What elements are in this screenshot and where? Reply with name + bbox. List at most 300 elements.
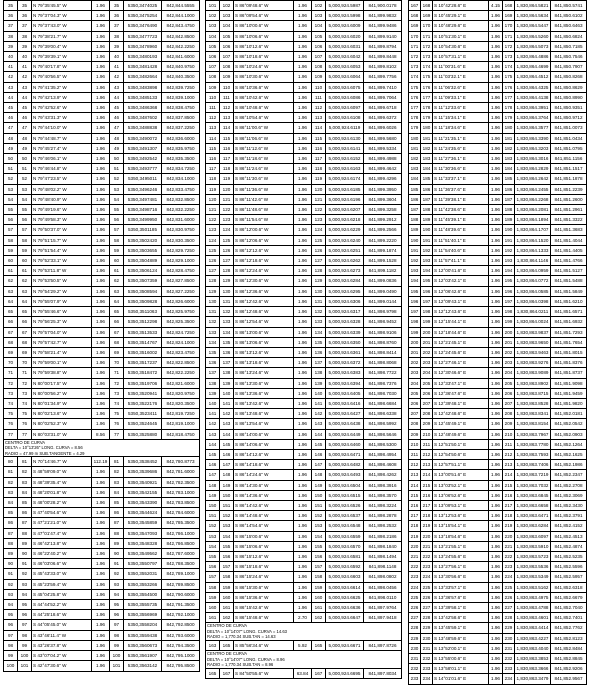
cell-vertice: 219: [503, 521, 515, 531]
cell-coord-x: 842,822.2250: [162, 368, 200, 378]
cell-est: 41: [4, 62, 18, 72]
cell-coord-y: 1,830,863.5536: [515, 562, 551, 572]
cell-est: 183: [409, 164, 421, 174]
cell-pv: 153: [220, 521, 234, 531]
cell-coord-y: 5350,3523411: [124, 409, 162, 419]
cell-distancia: 1.96: [294, 521, 312, 531]
cell-pv: 213: [421, 460, 433, 470]
cell-coord-x: 841,898.6338: [364, 409, 402, 419]
cell-distancia: 1.96: [92, 419, 110, 429]
table-row: [206, 327, 402, 337]
cell-rumbo: S 46°22'40.2" W: [32, 549, 92, 559]
cell-distancia: 1.96: [92, 467, 110, 477]
table-row: [206, 296, 402, 306]
cell-rumbo: S 42°47'30.6" W: [32, 661, 92, 671]
cell-distancia: 1.96: [294, 378, 312, 388]
cell-pv: 90: [18, 549, 32, 559]
cell-coord-y: 5350,3501185: [124, 225, 162, 235]
table-row: [409, 643, 587, 653]
cell-vertice: 152: [312, 511, 326, 521]
cell-vertice: 127: [312, 256, 326, 266]
cell-coord-x: 841,898.1494: [364, 551, 402, 561]
cell-coord-y: 5350,3493777: [124, 164, 162, 174]
cell-coord-x: 842,830.9750: [162, 225, 200, 235]
cell-distancia: 1.96: [489, 82, 503, 92]
cell-coord-y: 5350,3485133: [124, 92, 162, 102]
cell-coord-x: 841,852.5957: [551, 572, 587, 582]
cell-coord-x: 841,852.1986: [551, 460, 587, 470]
cell-coord-x: 842,795.8500: [162, 661, 200, 671]
cell-distancia: 1.96: [489, 296, 503, 306]
table-row: [4, 358, 200, 368]
cell-est: 35: [4, 1, 18, 11]
cell-coord-y: 5,000,924.6009: [326, 21, 364, 31]
cell-rumbo: S 12°15'44.1" E: [433, 317, 489, 327]
cell-est: 228: [409, 623, 421, 633]
cell-vertice: 201: [503, 337, 515, 347]
cell-rumbo: N 79°38'21.7" W: [32, 31, 92, 41]
cell-rumbo: S 10°51'30.1" E: [433, 31, 489, 41]
cell-coord-y: 5350,3476490: [124, 21, 162, 31]
coordinate-table: [408, 0, 587, 685]
cell-pv: 214: [421, 470, 433, 480]
cell-coord-x: 842,825.3500: [162, 317, 200, 327]
cell-coord-x: 841,851.4405: [551, 245, 587, 255]
table-row: [4, 72, 200, 82]
cell-coord-x: 841,851.5849: [551, 286, 587, 296]
cell-coord-y: 5350,3514767: [124, 337, 162, 347]
cell-coord-y: 5350,3492542: [124, 154, 162, 164]
table-row: [4, 538, 200, 548]
cell-coord-x: 841,852.4152: [551, 521, 587, 531]
cell-distancia: 1.96: [489, 103, 503, 113]
cell-distancia: 1.96: [489, 541, 503, 551]
cell-distancia: 1.96: [92, 409, 110, 419]
table-row: [4, 528, 200, 538]
cell-pv: 232: [421, 654, 433, 664]
cell-vertice: 202: [503, 347, 515, 357]
cell-vertice: 185: [503, 174, 515, 184]
cell-vertice: 194: [503, 266, 515, 276]
cell-distancia: 1.96: [294, 480, 312, 490]
cell-distancia: 1.96: [294, 398, 312, 408]
cell-coord-x: 841,899.2912: [364, 215, 402, 225]
table-row: [409, 245, 587, 255]
cell-distancia: 1.96: [294, 154, 312, 164]
cell-vertice: 232: [503, 654, 515, 664]
table-row: [409, 1, 587, 11]
cell-vertice: 102: [312, 1, 326, 11]
cell-pv: 183: [421, 154, 433, 164]
cell-rumbo: N 79°55'46.6" W: [32, 307, 92, 317]
cell-rumbo: S 86°14'24.6" W: [234, 470, 294, 480]
cell-pv: 103: [220, 11, 234, 21]
cell-coord-y: 5,000,924.6218: [326, 215, 364, 225]
cell-rumbo: S 12°06'42.6" E: [433, 286, 489, 296]
table-row: [4, 103, 200, 113]
cell-pv: 52: [18, 174, 32, 184]
cell-pv: 41: [18, 62, 32, 72]
cell-pv: 147: [220, 460, 234, 470]
table-row: [409, 623, 587, 633]
cell-coord-y: 1,830,863.8341: [515, 409, 551, 419]
cell-coord-x: 841,899.4296: [364, 174, 402, 184]
cell-coord-x: 841,900.0178: [364, 1, 402, 11]
table-row: [4, 661, 200, 671]
cell-pv: 141: [220, 398, 234, 408]
cell-pv: 119: [220, 174, 234, 184]
cell-coord-y: 1,830,863.8154: [515, 419, 551, 429]
cell-est: 55: [4, 205, 18, 215]
table-row: [409, 429, 587, 439]
table-row: [409, 551, 587, 561]
cell-est: 192: [409, 256, 421, 266]
cell-vertice: 95: [110, 600, 124, 610]
cell-coord-x: 841,899.1874: [364, 245, 402, 255]
cell-pv: 106: [220, 41, 234, 51]
cell-distancia: 1.96: [489, 154, 503, 164]
cell-vertice: 229: [503, 623, 515, 633]
cell-vertice: 230: [503, 633, 515, 643]
cell-coord-y: 5,000,924.6240: [326, 235, 364, 245]
cell-coord-x: 842,821.6000: [162, 378, 200, 388]
table-row: [206, 582, 402, 592]
cell-coord-y: 5350,3480193: [124, 52, 162, 62]
cell-rumbo: S 86°12'12.6" W: [234, 245, 294, 255]
cell-coord-y: 1,830,864.2829: [515, 164, 551, 174]
cell-pv: 118: [220, 164, 234, 174]
table-row: [4, 31, 200, 41]
cell-rumbo: N 79°39'00.4" W: [32, 41, 92, 51]
cell-pv: 207: [421, 398, 433, 408]
cell-est: 170: [409, 31, 421, 41]
cell-pv: 190: [421, 225, 433, 235]
cell-rumbo: N 79°44'10.0" W: [32, 123, 92, 133]
curve-data-note: CENTRO DE CURVA DELTA = 10°14'07" LONG. CURVA = 14.63 RADIO = 1,770.34 SUB.TAN = 14.63: [206, 623, 402, 641]
cell-est: 163: [206, 640, 220, 650]
cell-coord-x: 841,851.4044: [551, 235, 587, 245]
table-row: [409, 521, 587, 531]
cell-rumbo: N 79°44'48.7" W: [32, 133, 92, 143]
cell-vertice: 64: [110, 296, 124, 306]
cell-rumbo: S 86°13'18.6" W: [234, 358, 294, 368]
cell-distancia: 1.96: [294, 551, 312, 561]
cell-distancia: 1.96: [294, 582, 312, 592]
cell-coord-x: 842,830.3500: [162, 235, 200, 245]
cell-coord-y: 5,000,924.6416: [326, 398, 364, 408]
table-row: [206, 490, 402, 500]
cell-pv: 117: [220, 154, 234, 164]
table-row: [409, 307, 587, 317]
cell-distancia: 1.96: [294, 449, 312, 459]
cell-vertice: 53: [110, 184, 124, 194]
cell-vertice: 167: [312, 668, 326, 678]
cell-pv: 223: [421, 562, 433, 572]
cell-distancia: 1.96: [294, 133, 312, 143]
cell-coord-x: 842,818.4750: [162, 429, 200, 439]
table-row: [4, 235, 200, 245]
table-row: [409, 266, 587, 276]
cell-coord-y: 5,000,924.6086: [326, 92, 364, 102]
cell-coord-x: 841,851.0434: [551, 133, 587, 143]
cell-pv: 55: [18, 205, 32, 215]
cell-pv: 98: [18, 630, 32, 640]
cell-pv: 72: [18, 378, 32, 388]
cell-vertice: 128: [312, 266, 326, 276]
cell-rumbo: S 86°13'42.6" W: [234, 398, 294, 408]
cell-rumbo: N 79°59'38.8" W: [32, 368, 92, 378]
cell-coord-y: 5,000,924.6064: [326, 72, 364, 82]
cell-est: 142: [206, 419, 220, 429]
cell-rumbo: S 86°14'30.6" W: [234, 480, 294, 490]
cell-coord-y: 5,000,924.6306: [326, 296, 364, 306]
cell-est: 208: [409, 419, 421, 429]
coordinate-table: [205, 0, 402, 679]
cell-pv: 188: [421, 205, 433, 215]
cell-pv: 58: [18, 235, 32, 245]
cell-coord-y: 5,000,924.6097: [326, 103, 364, 113]
table-row: [409, 184, 587, 194]
cell-coord-y: 5350,3481428: [124, 62, 162, 72]
cell-pv: 35: [18, 1, 32, 11]
cell-rumbo: S 44°25'18.6" W: [32, 610, 92, 620]
cell-coord-x: 841,850.7907: [551, 62, 587, 72]
cell-coord-x: 841,899.6372: [364, 113, 402, 123]
cell-coord-y: 1,830,863.6845: [515, 490, 551, 500]
cell-coord-y: 5,000,924.6108: [326, 113, 364, 123]
cell-rumbo: S 86°09'54.6" W: [234, 11, 294, 21]
cell-rumbo: S 86°15'24.6" W: [234, 572, 294, 582]
cell-rumbo: S 86°10'00.6" W: [234, 21, 294, 31]
table-row: [4, 92, 200, 102]
cell-vertice: 224: [503, 572, 515, 582]
cell-distancia: 1.96: [294, 317, 312, 327]
cell-coord-x: 841,899.3950: [364, 184, 402, 194]
cell-est: 205: [409, 388, 421, 398]
cell-est: 225: [409, 592, 421, 602]
cell-coord-y: 1,830,864.2268: [515, 194, 551, 204]
cell-coord-y: 1,830,864.2455: [515, 184, 551, 194]
cell-pv: 143: [220, 419, 234, 429]
cell-rumbo: S 13°27'56.1" E: [433, 562, 489, 572]
cell-coord-y: 1,830,863.8902: [515, 378, 551, 388]
cell-distancia: 1.96: [294, 511, 312, 521]
cell-distancia: 1.96: [294, 327, 312, 337]
table-row: [409, 11, 587, 21]
cell-vertice: 126: [312, 245, 326, 255]
cell-rumbo: S 11°15'34.1" E: [433, 113, 489, 123]
cell-vertice: 215: [503, 480, 515, 490]
table-row: [4, 569, 200, 579]
cell-distancia: 1.96: [92, 143, 110, 153]
cell-pv: 182: [421, 143, 433, 153]
table-row: [409, 419, 587, 429]
cell-distancia: 1.96: [92, 266, 110, 276]
cell-coord-x: 842,782.3500: [162, 477, 200, 487]
cell-coord-x: 841,898.6684: [364, 398, 402, 408]
cell-vertice: 73: [110, 388, 124, 398]
table-row: [409, 480, 587, 490]
cell-distancia: 1.96: [294, 592, 312, 602]
table-row: [4, 457, 200, 467]
cell-pv: 230: [421, 633, 433, 643]
cell-est: 100: [4, 661, 18, 671]
cell-coord-x: 841,898.5646: [364, 429, 402, 439]
cell-vertice: 135: [312, 337, 326, 347]
cell-coord-y: 5350,3520941: [124, 388, 162, 398]
cell-distancia: 1.96: [92, 549, 110, 559]
cell-coord-x: 841,897.9418: [364, 613, 402, 623]
cell-coord-y: 5,000,924.6427: [326, 409, 364, 419]
cell-rumbo: N 79°42'52.6" W: [32, 103, 92, 113]
coordinate-table-block-2: [205, 0, 402, 679]
cell-pv: 176: [421, 82, 433, 92]
cell-coord-y: 1,830,863.6658: [515, 500, 551, 510]
cell-est: 119: [206, 184, 220, 194]
cell-pv: 87: [18, 518, 32, 528]
cell-distancia: 1.96: [489, 562, 503, 572]
table-row: [409, 531, 587, 541]
cell-rumbo: S 11°45'39.1" E: [433, 215, 489, 225]
cell-pv: 77: [18, 429, 32, 439]
cell-coord-y: 5,000,924.6405: [326, 388, 364, 398]
cell-coord-y: 1,830,864.0585: [515, 286, 551, 296]
cell-est: 44: [4, 92, 18, 102]
table-row: [206, 409, 402, 419]
cell-vertice: 134: [312, 327, 326, 337]
cell-est: 194: [409, 276, 421, 286]
cell-rumbo: S 44°05'45.0" W: [32, 620, 92, 630]
cell-rumbo: S 12°45'49.1" E: [433, 419, 489, 429]
cell-rumbo: N 79°37'04.3" W: [32, 11, 92, 21]
cell-distancia: 1.96: [92, 92, 110, 102]
cell-est: 206: [409, 398, 421, 408]
table-row: [206, 276, 402, 286]
cell-vertice: 165: [312, 640, 326, 650]
cell-est: 186: [409, 194, 421, 204]
cell-coord-x: 841,852.6318: [551, 582, 587, 592]
table-row: [206, 225, 402, 235]
cell-coord-y: 5350,3556969: [124, 610, 162, 620]
cell-distancia: 1.96: [294, 215, 312, 225]
cell-distancia: 1.96: [489, 123, 503, 133]
cell-coord-x: 841,897.9764: [364, 602, 402, 612]
table-row: [4, 368, 200, 378]
cell-rumbo: S 11°42'38.6" E: [433, 205, 489, 215]
cell-coord-x: 841,852.7040: [551, 602, 587, 612]
cell-distancia: 1.96: [489, 31, 503, 41]
cell-rumbo: S 86°11'06.6" W: [234, 133, 294, 143]
cell-pv: 92: [18, 569, 32, 579]
table-row: [409, 52, 587, 62]
cell-rumbo: S 12°00'41.6" E: [433, 266, 489, 276]
cell-distancia: 1.96: [92, 487, 110, 497]
cell-coord-x: 842,823.4750: [162, 347, 200, 357]
table-row: [409, 92, 587, 102]
cell-coord-y: 5350,3502420: [124, 235, 162, 245]
cell-distancia: 1.96: [92, 398, 110, 408]
table-row: [206, 174, 402, 184]
cell-distancia: 1.96: [489, 205, 503, 215]
cell-distancia: 1.96: [294, 164, 312, 174]
cell-rumbo: S 12°48'49.6" E: [433, 429, 489, 439]
cell-est: 221: [409, 551, 421, 561]
cell-pv: 137: [220, 358, 234, 368]
cell-vertice: 133: [312, 317, 326, 327]
cell-coord-y: 5,000,924.6185: [326, 184, 364, 194]
cell-rumbo: S 12°30'46.6" E: [433, 368, 489, 378]
cell-coord-x: 842,833.4750: [162, 184, 200, 194]
cell-vertice: 47: [110, 123, 124, 133]
cell-vertice: 115: [312, 133, 326, 143]
cell-coord-x: 841,899.9832: [364, 11, 402, 21]
cell-rumbo: S 86°13'30.6" W: [234, 378, 294, 388]
cell-coord-y: 5,000,924.6537: [326, 511, 364, 521]
cell-pv: 62: [18, 276, 32, 286]
cell-coord-x: 842,824.7250: [162, 327, 200, 337]
table-row: [4, 317, 200, 327]
cell-rumbo: S 86°13'06.6" W: [234, 337, 294, 347]
table-row: [409, 113, 587, 123]
cell-distancia: 1.96: [294, 205, 312, 215]
cell-rumbo: S 11°24'35.6" E: [433, 143, 489, 153]
cell-coord-x: 842,781.6000: [162, 467, 200, 477]
cell-pv: 197: [421, 296, 433, 306]
table-row: [409, 143, 587, 153]
cell-est: 71: [4, 368, 18, 378]
cell-coord-y: 1,830,864.3203: [515, 143, 551, 153]
cell-pv: 193: [421, 256, 433, 266]
cell-vertice: 62: [110, 276, 124, 286]
cell-pv: 167: [220, 668, 234, 678]
table-row: [206, 133, 402, 143]
table-row: [206, 21, 402, 31]
cell-coord-x: 842,838.4750: [162, 103, 200, 113]
cell-est: 126: [206, 256, 220, 266]
cell-coord-y: 5,000,924.6229: [326, 225, 364, 235]
cell-distancia: 1.96: [92, 72, 110, 82]
table-row: [409, 378, 587, 388]
cell-est: 179: [409, 123, 421, 133]
cell-coord-x: 842,829.7250: [162, 245, 200, 255]
table-row: [206, 368, 402, 378]
cell-distancia: 1.96: [92, 378, 110, 388]
cell-distancia: 1.96: [92, 215, 110, 225]
cell-coord-x: 841,852.4874: [551, 541, 587, 551]
cell-est: 51: [4, 164, 18, 174]
cell-pv: 112: [220, 103, 234, 113]
cell-distancia: 8.56: [92, 429, 110, 439]
cell-coord-x: 842,832.2250: [162, 205, 200, 215]
table-row: [409, 215, 587, 225]
cell-coord-x: 841,852.5235: [551, 551, 587, 561]
cell-pv: 135: [220, 337, 234, 347]
cell-distancia: 1.96: [294, 368, 312, 378]
table-row: [409, 62, 587, 72]
cell-pv: 93: [18, 579, 32, 589]
cell-rumbo: S 86°10'42.6" W: [234, 92, 294, 102]
cell-coord-x: 841,899.5680: [364, 133, 402, 143]
cell-pv: 107: [220, 52, 234, 62]
cell-est: 216: [409, 500, 421, 510]
cell-vertice: 139: [312, 378, 326, 388]
cell-coord-x: 842,819.7250: [162, 409, 200, 419]
cell-rumbo: S 13°48'59.6" E: [433, 633, 489, 643]
cell-vertice: 120: [312, 184, 326, 194]
cell-pv: 228: [421, 613, 433, 623]
cell-coord-y: 1,830,863.5162: [515, 582, 551, 592]
cell-pv: 148: [220, 470, 234, 480]
